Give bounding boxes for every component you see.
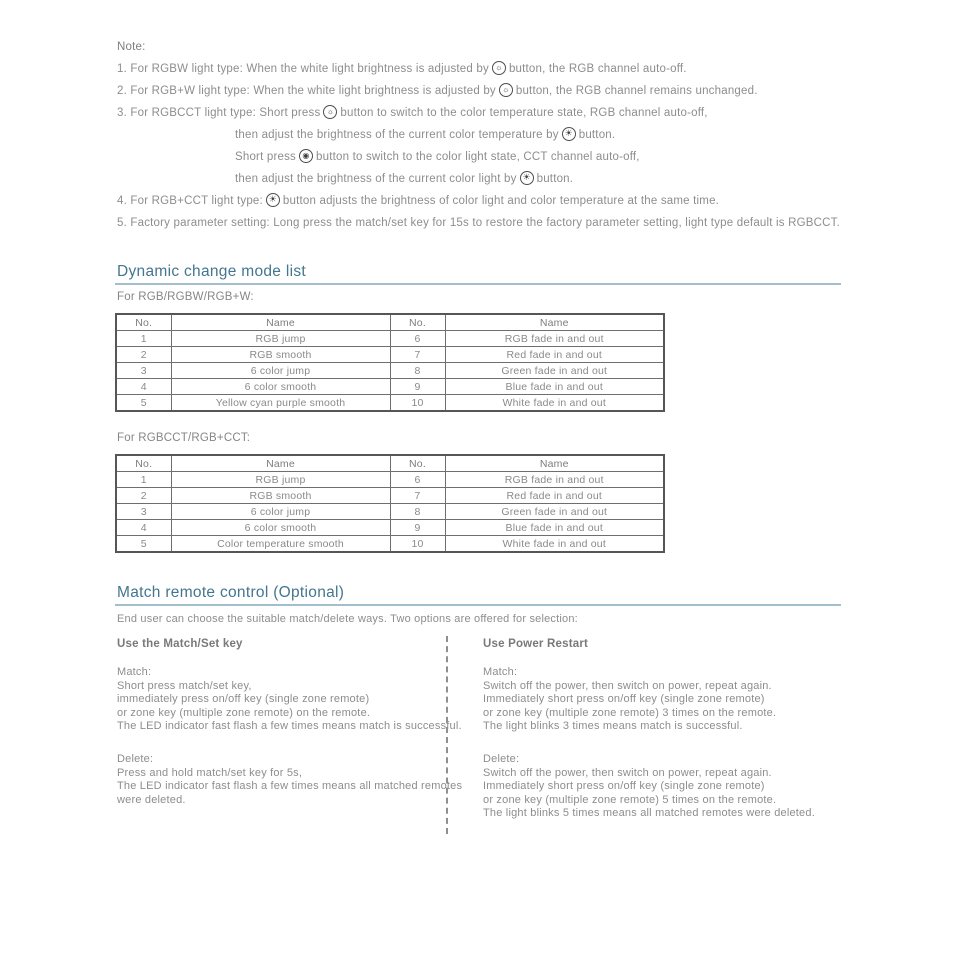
table-cell: 4 (116, 379, 171, 395)
right-match-block (483, 666, 776, 734)
table-cell: 1 (116, 331, 171, 347)
table-row (116, 347, 664, 363)
table-cell: 10 (390, 395, 445, 412)
text-line: Switch off the power, then switch on power, repeat again. (483, 766, 772, 779)
text-line: Press and hold match/set key for 5s, (117, 766, 303, 779)
left-delete-block (117, 753, 462, 807)
table-cell: RGB fade in and out (445, 472, 664, 488)
note-text: 3. For RGBCCT light type: Short press (117, 107, 321, 119)
table-row (116, 536, 664, 553)
text-line: The LED indicator fast flash a few times means all matched remotes (117, 780, 463, 793)
table-header-cell: No. (116, 455, 171, 472)
match-remote-heading: Match remote control (Optional) (117, 584, 345, 601)
text-line: Match: (483, 666, 518, 678)
note-text: 2. For RGB+W light type: When the white light brightness is adjusted by (117, 85, 496, 97)
brightness-button-icon: ☀ (520, 171, 534, 185)
note-line-2 (117, 80, 840, 102)
white-brightness-button-icon: ☼ (323, 105, 337, 119)
table-cell: 10 (390, 536, 445, 553)
section-rule (115, 604, 841, 606)
note-text: Short press (235, 151, 297, 163)
table-row (116, 472, 664, 488)
table-cell: 8 (390, 363, 445, 379)
white-brightness-button-icon: ☼ (499, 83, 513, 97)
text-line: were deleted. (117, 793, 186, 806)
power-restart-title: Use Power Restart (483, 638, 589, 650)
text-line: or zone key (multiple zone remote) 5 times on the remote. (483, 793, 777, 806)
table-cell: RGB jump (171, 331, 390, 347)
note-text: 1. For RGBW light type: When the white light brightness is adjusted by (117, 63, 489, 75)
table-cell: RGB smooth (171, 488, 390, 504)
brightness-button-icon: ☀ (562, 127, 576, 141)
table-cell: RGB fade in and out (445, 331, 664, 347)
table-row (116, 520, 664, 536)
table-cell: 4 (116, 520, 171, 536)
table-cell: White fade in and out (445, 395, 664, 412)
text-line: Immediately short press on/off key (single zone remote) (483, 780, 765, 793)
note-text: then adjust the brightness of the current color temperature by (235, 129, 559, 141)
note-text: button, the RGB channel remains unchanged. (515, 85, 758, 97)
match-intro: End user can choose the suitable match/delete ways. Two options are offered for selection: (117, 613, 578, 625)
table-row (116, 363, 664, 379)
table2-caption: For RGBCCT/RGB+CCT: (117, 432, 251, 444)
table-cell: 7 (390, 347, 445, 363)
table-cell: Red fade in and out (445, 488, 664, 504)
table-header-cell: Name (171, 314, 390, 331)
brightness-button-icon: ☀ (266, 193, 280, 207)
table-cell: 6 color smooth (171, 379, 390, 395)
table-header-cell: Name (171, 455, 390, 472)
table-cell: White fade in and out (445, 536, 664, 553)
text-line: or zone key (multiple zone remote) on the remote. (117, 706, 371, 719)
table-header-cell: No. (390, 455, 445, 472)
note-text: 4. For RGB+CCT light type: (117, 195, 263, 207)
note-line-3c (235, 146, 840, 168)
table-cell: Green fade in and out (445, 504, 664, 520)
table-header-row (116, 314, 664, 331)
text-line: Immediately short press on/off key (single zone remote) (483, 693, 765, 706)
table-cell: 6 color jump (171, 363, 390, 379)
note-line-1 (117, 58, 840, 80)
table-cell: 5 (116, 536, 171, 553)
table-body (116, 331, 664, 412)
table-cell: 6 color jump (171, 504, 390, 520)
table-cell: Green fade in and out (445, 363, 664, 379)
table-row (116, 488, 664, 504)
table-row (116, 331, 664, 347)
text-line: Short press match/set key, (117, 679, 252, 692)
note-line-3b (235, 124, 840, 146)
note-text: then adjust the brightness of the current color light by (235, 173, 517, 185)
text-line: Delete: (117, 753, 154, 765)
note-text: button to switch to the color temperature state, RGB channel auto-off, (340, 107, 708, 119)
table-header-row (116, 455, 664, 472)
table-header-cell: No. (116, 314, 171, 331)
mode-table-rgb (115, 313, 665, 412)
table-header-cell: Name (445, 314, 664, 331)
table-cell: 6 color smooth (171, 520, 390, 536)
text-line: or zone key (multiple zone remote) 3 times on the remote. (483, 706, 777, 719)
note-text: button. (578, 129, 616, 141)
match-set-key-title: Use the Match/Set key (117, 638, 243, 650)
text-line: Switch off the power, then switch on power, repeat again. (483, 679, 772, 692)
right-delete-block (483, 753, 815, 821)
text-line: The light blinks 5 times means all matched remotes were deleted. (483, 807, 815, 820)
table-body (116, 472, 664, 553)
table-cell: 2 (116, 347, 171, 363)
table-cell: 6 (390, 331, 445, 347)
section-rule (115, 283, 841, 285)
mode-table-rgbcct (115, 454, 665, 553)
table1-caption: For RGB/RGBW/RGB+W: (117, 291, 254, 303)
table-cell: 5 (116, 395, 171, 412)
color-button-icon: ◉ (299, 149, 313, 163)
table-cell: RGB smooth (171, 347, 390, 363)
note-line-5 (117, 212, 840, 234)
table-cell: 1 (116, 472, 171, 488)
table-cell: 7 (390, 488, 445, 504)
note-line-3d (235, 168, 840, 190)
note-text: button adjusts the brightness of color light and color temperature at the same time. (282, 195, 720, 207)
text-line: The light blinks 3 times means match is successful. (483, 720, 743, 733)
table-cell: 6 (390, 472, 445, 488)
dynamic-mode-heading: Dynamic change mode list (117, 263, 306, 280)
text-line: Delete: (483, 753, 520, 765)
notes-title: Note: (117, 41, 146, 53)
table-row (116, 379, 664, 395)
table-cell: 9 (390, 379, 445, 395)
table-cell: Red fade in and out (445, 347, 664, 363)
table-cell: 9 (390, 520, 445, 536)
text-line: The LED indicator fast flash a few times means match is successful. (117, 720, 462, 733)
table-cell: Color temperature smooth (171, 536, 390, 553)
note-text: button, the RGB channel auto-off. (508, 63, 687, 75)
note-text: 5. Factory parameter setting: Long press the match/set key for 15s to restore the factory parameter setting, light type default is RGBCCT. (117, 217, 841, 229)
table-cell: RGB jump (171, 472, 390, 488)
table-header-cell: Name (445, 455, 664, 472)
left-match-block (117, 666, 462, 734)
note-line-3 (117, 102, 840, 124)
table-cell: Blue fade in and out (445, 379, 664, 395)
table-cell: 2 (116, 488, 171, 504)
table-row (116, 504, 664, 520)
notes-section (117, 36, 840, 234)
table-cell: Blue fade in and out (445, 520, 664, 536)
table-cell: Yellow cyan purple smooth (171, 395, 390, 412)
table-cell: 3 (116, 363, 171, 379)
table-cell: 8 (390, 504, 445, 520)
note-text: button to switch to the color light state, CCT channel auto-off, (316, 151, 640, 163)
table-row (116, 395, 664, 412)
table-cell: 3 (116, 504, 171, 520)
text-line: Match: (117, 666, 152, 678)
note-text: button. (536, 173, 574, 185)
white-brightness-button-icon: ☼ (492, 61, 506, 75)
table-header-cell: No. (390, 314, 445, 331)
text-line: immediately press on/off key (single zone remote) (117, 693, 370, 706)
note-line-4 (117, 190, 840, 212)
